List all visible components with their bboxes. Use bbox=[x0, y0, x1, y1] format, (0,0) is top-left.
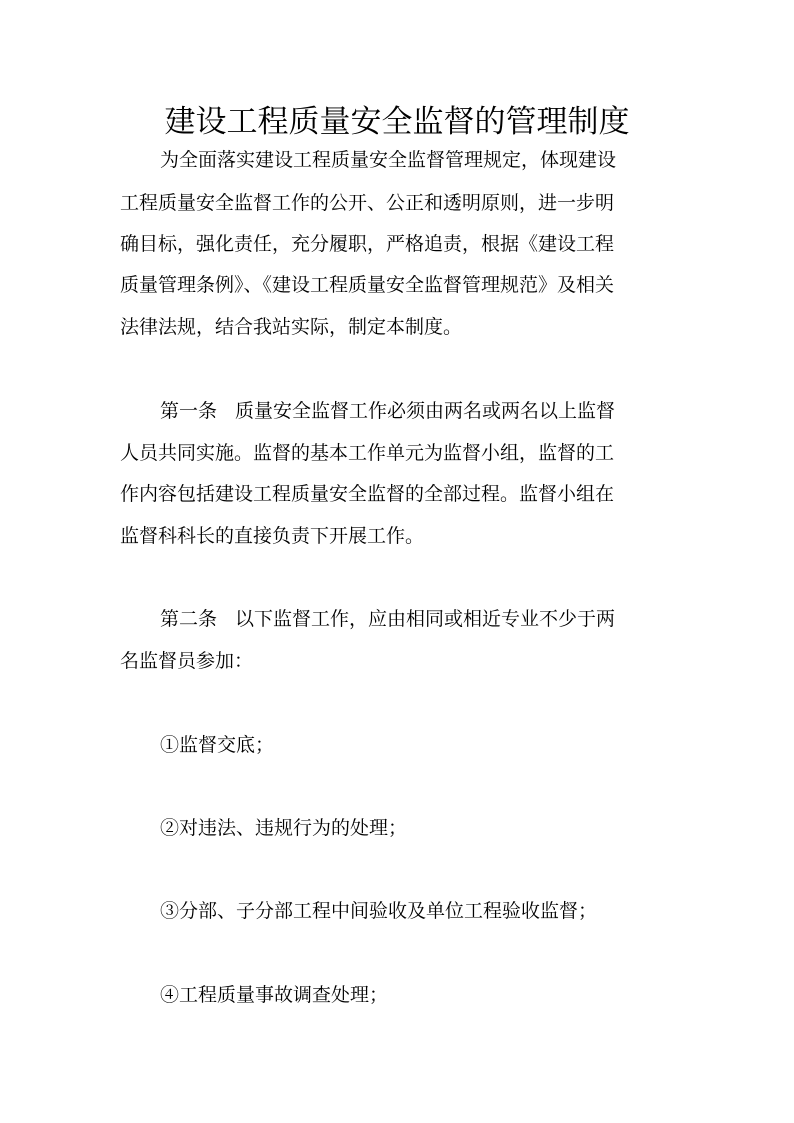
article1-line-1 bbox=[160, 397, 615, 425]
intro-line-1: 为全面落实建设工程质量安全监督管理规定，体现建设 bbox=[160, 149, 617, 171]
article1-line-2: 人员共同实施。监督的基本工作单元为监督小组，监督的工 bbox=[120, 442, 615, 464]
intro-line-2: 工程质量安全监督工作的公开、公正和透明原则，进一步明 bbox=[120, 192, 615, 214]
article1-line-3: 作内容包括建设工程质量安全监督的全部过程。监督小组在 bbox=[120, 483, 615, 505]
intro-line-5: 法律法规，结合我站实际，制定本制度。 bbox=[120, 316, 463, 338]
document-title: 建设工程质量安全监督的管理制度 bbox=[164, 104, 630, 140]
article1-label: 第一条 bbox=[160, 400, 218, 422]
article1-line-4: 监督科科长的直接负责下开展工作。 bbox=[120, 525, 425, 547]
intro-line-3: 确目标，强化责任，充分履职，严格追责，根据《建设工程 bbox=[120, 233, 615, 255]
article2-line-2: 名监督员参加： bbox=[120, 650, 254, 672]
article1-text-1: 质量安全监督工作必须由两名或两名以上监督 bbox=[235, 400, 616, 422]
list-item-1: ①监督交底； bbox=[160, 734, 275, 756]
intro-line-4: 质量管理条例》、《建设工程质量安全监督管理规范》及相关 bbox=[120, 274, 615, 296]
list-item-2: ②对违法、违规行为的处理； bbox=[160, 817, 408, 839]
article2-line-1 bbox=[160, 605, 615, 633]
list-item-3: ③分部、子分部工程中间验收及单位工程验收监督； bbox=[160, 900, 598, 922]
article2-label: 第二条 bbox=[160, 608, 218, 630]
article2-text-1: 以下监督工作，应由相同或相近专业不少于两 bbox=[235, 608, 616, 630]
list-item-4: ④工程质量事故调查处理； bbox=[160, 984, 389, 1006]
